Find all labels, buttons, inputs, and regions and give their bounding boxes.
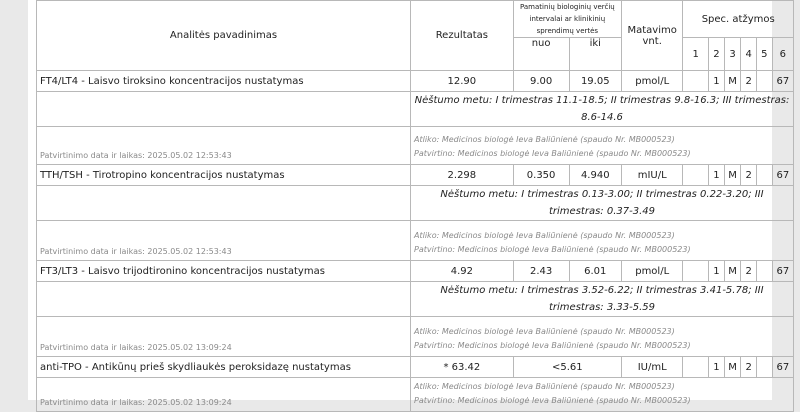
spec-2: 1 [709,357,725,378]
result-value: 2.298 [411,165,514,186]
analyte-name: TTH/TSH - Tirotropino koncentracijos nustatymas [37,165,411,186]
unit: pmol/L [622,71,683,92]
ref-from: 9.00 [513,71,569,92]
approved-by: Patvirtino: Medicinos biologė Ieva Baliūnienė (spaudo Nr. MB000523) [414,245,691,254]
performed-by: Atliko: Medicinos biologė Ieva Baliūnienė (spaudo Nr. MB000523) [414,231,675,240]
unit: pmol/L [622,261,683,282]
spec-5 [757,71,773,92]
header-analyte: Analitės pavadinimas [37,1,411,71]
lab-results-table [36,0,794,412]
header-from: nuo [513,38,569,71]
ref-from: 0.350 [513,165,569,186]
spec-col-5: 5 [757,38,773,71]
spec-3: M [724,357,741,378]
result-value: * 63.42 [411,357,514,378]
approved-by: Patvirtino: Medicinos biologė Ieva Baliūnienė (spaudo Nr. MB000523) [414,396,691,405]
confirmation-datetime: Patvirtinimo data ir laikas: 2025.05.02 13:09:24 [37,378,411,412]
ref-range: <5.61 [513,357,621,378]
performed-by: Atliko: Medicinos biologė Ieva Baliūnienė (spaudo Nr. MB000523) [414,327,675,336]
report-page [28,0,790,407]
analyte-name: anti-TPO - Antikūnų prieš skydliaukės peroksidazę nustatymas [37,357,411,378]
spec-1 [683,357,709,378]
performed-by: Atliko: Medicinos biologė Ieva Baliūnienė (spaudo Nr. MB000523) [414,135,675,144]
header-reference: Pamatinių biologinių verčių intervalai ar klinikinių sprendimų vertės [513,1,621,38]
spec-1 [683,71,709,92]
spec-5 [757,165,773,186]
header-unit: Matavimo vnt. [622,1,683,71]
spec-col-1: 1 [683,38,709,71]
result-row [37,261,794,282]
analyte-name: FT3/LT3 - Laisvo trijodtironino koncentracijos nustatymas [37,261,411,282]
spec-6: 67 [772,261,793,282]
pregnancy-note: Nėštumo metu: I trimestras 3.52-6.22; II trimestras 3.41-5.78; III trimestras: 3.33-5.59 [411,282,794,317]
note-spacer [37,282,411,317]
signature-block [411,221,794,261]
signature-block [411,317,794,357]
header-to: iki [569,38,621,71]
unit: IU/mL [622,357,683,378]
spec-6: 67 [772,165,793,186]
spec-2: 1 [709,261,725,282]
approved-by: Patvirtino: Medicinos biologė Ieva Baliūnienė (spaudo Nr. MB000523) [414,341,691,350]
spec-3: M [724,165,741,186]
note-spacer [37,186,411,221]
ref-to: 6.01 [569,261,621,282]
spec-6: 67 [772,357,793,378]
spec-5 [757,357,773,378]
confirmation-datetime: Patvirtinimo data ir laikas: 2025.05.02 13:09:24 [37,317,411,357]
spec-3: M [724,71,741,92]
spec-4: 2 [741,71,757,92]
result-row [37,71,794,92]
header-spec: Spec. atžymos [683,1,794,38]
spec-col-4: 4 [741,38,757,71]
result-value: 4.92 [411,261,514,282]
spec-3: M [724,261,741,282]
spec-col-2: 2 [709,38,725,71]
result-row [37,357,794,378]
unit: mIU/L [622,165,683,186]
performed-by: Atliko: Medicinos biologė Ieva Baliūnienė (spaudo Nr. MB000523) [414,382,675,391]
spec-6: 67 [772,71,793,92]
result-value: 12.90 [411,71,514,92]
spec-col-3: 3 [724,38,741,71]
ref-to: 19.05 [569,71,621,92]
spec-2: 1 [709,165,725,186]
pregnancy-note: Nėštumo metu: I trimestras 11.1-18.5; II trimestras 9.8-16.3; III trimestras: 8.6-14.6 [411,92,794,127]
spec-5 [757,261,773,282]
pregnancy-note: Nėštumo metu: I trimestras 0.13-3.00; II trimestras 0.22-3.20; III trimestras: 0.37-3.49 [411,186,794,221]
spec-4: 2 [741,165,757,186]
spec-2: 1 [709,71,725,92]
spec-4: 2 [741,261,757,282]
spec-col-6: 6 [772,38,793,71]
header-result: Rezultatas [411,1,514,71]
spec-1 [683,165,709,186]
ref-to: 4.940 [569,165,621,186]
approved-by: Patvirtino: Medicinos biologė Ieva Baliūnienė (spaudo Nr. MB000523) [414,149,691,158]
spec-4: 2 [741,357,757,378]
spec-1 [683,261,709,282]
signature-block [411,127,794,165]
note-spacer [37,92,411,127]
confirmation-datetime: Patvirtinimo data ir laikas: 2025.05.02 12:53:43 [37,221,411,261]
confirmation-datetime: Patvirtinimo data ir laikas: 2025.05.02 12:53:43 [37,127,411,165]
ref-from: 2.43 [513,261,569,282]
result-row [37,165,794,186]
analyte-name: FT4/LT4 - Laisvo tiroksino koncentracijos nustatymas [37,71,411,92]
signature-block [411,378,794,412]
